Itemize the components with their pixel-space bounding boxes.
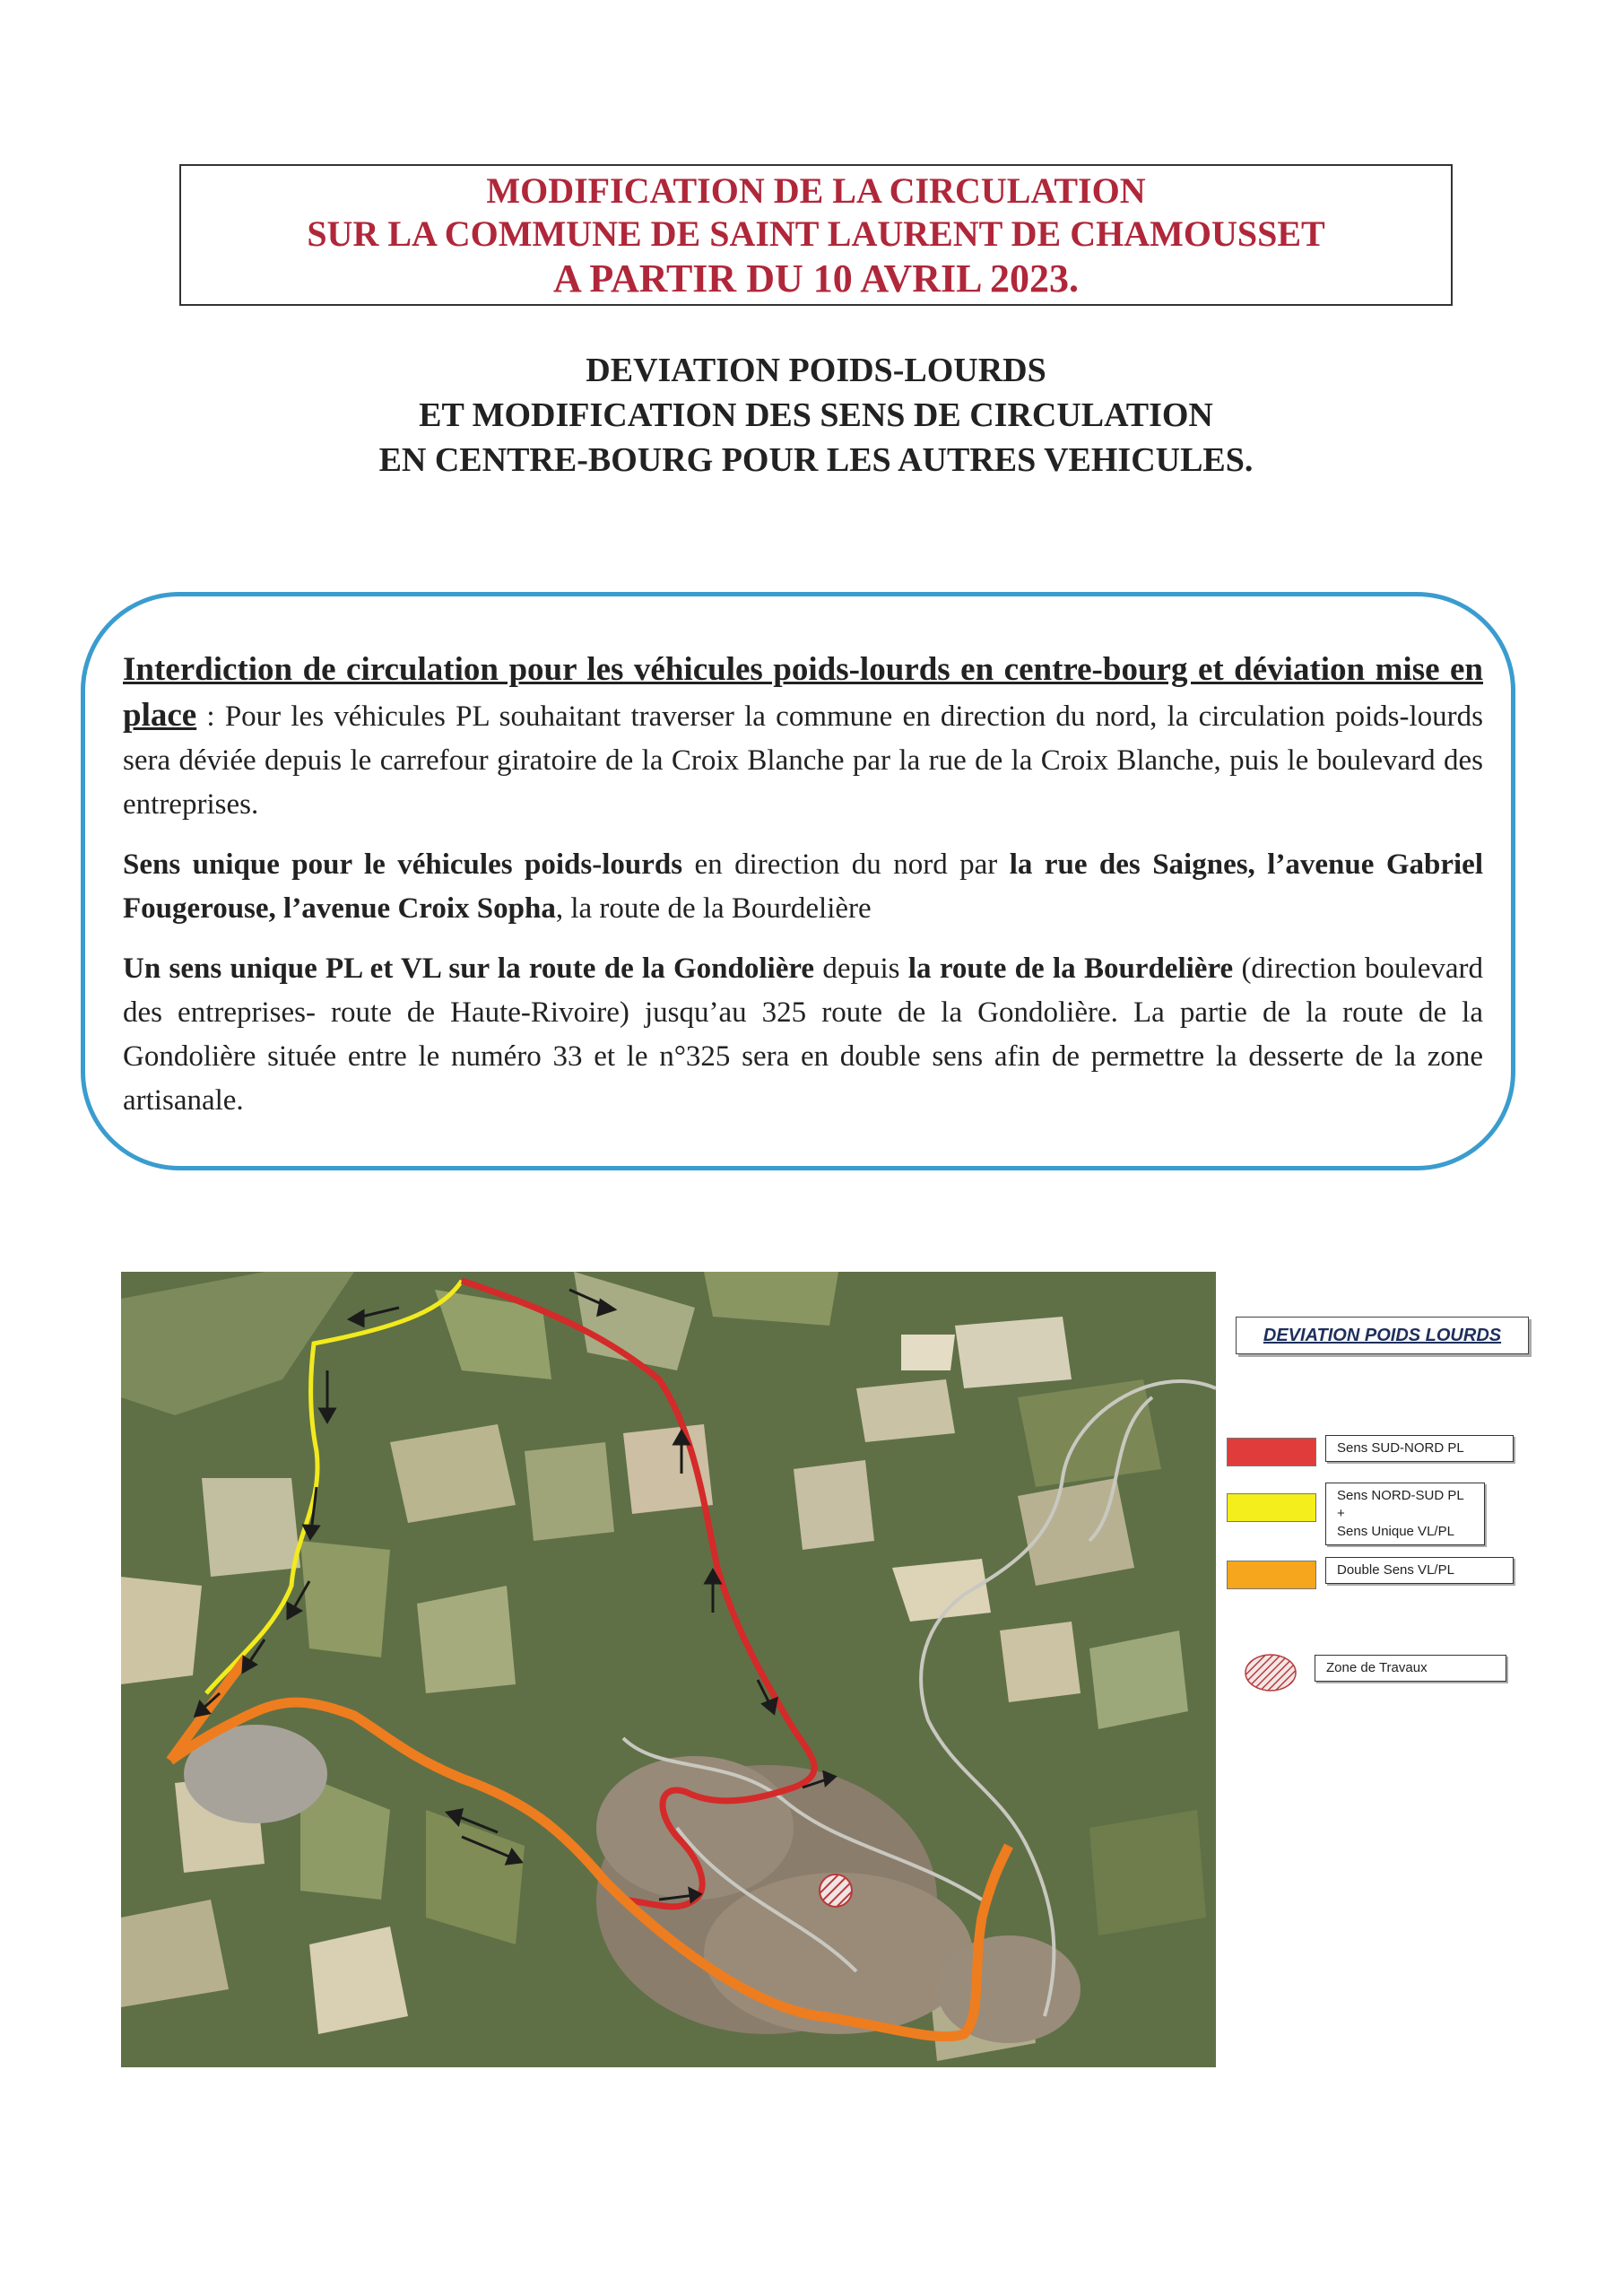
paragraph-deviation	[123, 648, 1483, 827]
paragraph-1-heading: Interdiction de circulation pour les véhicules poids-lourds en centre-bourg et déviation mise en place	[123, 651, 1483, 734]
legend-label-double-sens: Double Sens VL/PL	[1325, 1557, 1514, 1584]
subtitle-line-1: DEVIATION POIDS-LOURDS	[586, 352, 1046, 389]
aerial-map	[121, 1272, 1216, 2067]
subtitle-line-2: ET MODIFICATION DES SENS DE CIRCULATION	[419, 396, 1213, 434]
paragraph-3-text-1: depuis	[814, 952, 908, 985]
legend-title: DEVIATION POIDS LOURDS	[1236, 1317, 1529, 1354]
legend-label-nord-sud-line-2: Sens Unique VL/PL	[1337, 1524, 1454, 1539]
legend-hatch-icon	[1244, 1653, 1298, 1692]
paragraph-1-text: : Pour les véhicules PL souhaitant traverser la commune en direction du nord, la circulation poids-lourds sera déviée depuis le carrefour giratoire de la Croix Blanche par la rue de la Croix Blanche, puis le boulevard des entreprises.	[123, 700, 1483, 821]
paragraph-gondoliere	[123, 947, 1483, 1123]
info-text	[123, 648, 1483, 1139]
header-box	[179, 164, 1453, 306]
subtitle-line-3: EN CENTRE-BOURG POUR LES AUTRES VEHICULES.	[378, 441, 1254, 479]
paragraph-2-bold-2: la rue des Saignes, l’avenue Gabriel Fougerouse, l’avenue Croix Sopha	[123, 848, 1483, 925]
legend-swatch-orange	[1227, 1561, 1316, 1589]
legend-label-nord-sud	[1325, 1483, 1485, 1545]
paragraph-2-bold-1: Sens unique pour le véhicules poids-lourds	[123, 848, 683, 881]
header-line-2: SUR LA COMMUNE DE SAINT LAURENT DE CHAMOUSSET	[307, 213, 1325, 254]
legend-label-zone-travaux: Zone de Travaux	[1315, 1655, 1506, 1682]
legend-label-nord-sud-line-1: Sens NORD-SUD PL +	[1337, 1488, 1464, 1521]
paragraph-2-text-1: en direction du nord par	[682, 848, 1010, 881]
paragraph-sens-unique-pl	[123, 843, 1483, 931]
subtitle	[179, 348, 1453, 483]
header-line-3: A PARTIR DU 10 AVRIL 2023.	[552, 257, 1080, 300]
paragraph-3-bold-2: la route de la Bourdelière	[907, 952, 1234, 985]
legend-swatch-yellow	[1227, 1493, 1316, 1522]
zone-travaux-marker	[820, 1874, 852, 1907]
paragraph-3-bold-1: Un sens unique PL et VL sur la route de la Gondolière	[123, 952, 815, 985]
legend-swatch-red	[1227, 1438, 1316, 1466]
header-line-1: MODIFICATION DE LA CIRCULATION	[486, 170, 1146, 211]
paragraph-3-text-2: (direction boulevard des entreprises- route de Haute-Rivoire) jusqu’au 325 route de la Gondolière. La partie de la route de la Gondolière située entre le numéro 33 et le n°325 sera en double sens afin de permettre la desserte de la zone artisanale.	[123, 952, 1483, 1117]
aerial-map-svg	[121, 1272, 1216, 2067]
paragraph-2-text-2: , la route de la Bourdelière	[555, 892, 872, 925]
legend-label-sud-nord: Sens SUD-NORD PL	[1325, 1435, 1514, 1462]
